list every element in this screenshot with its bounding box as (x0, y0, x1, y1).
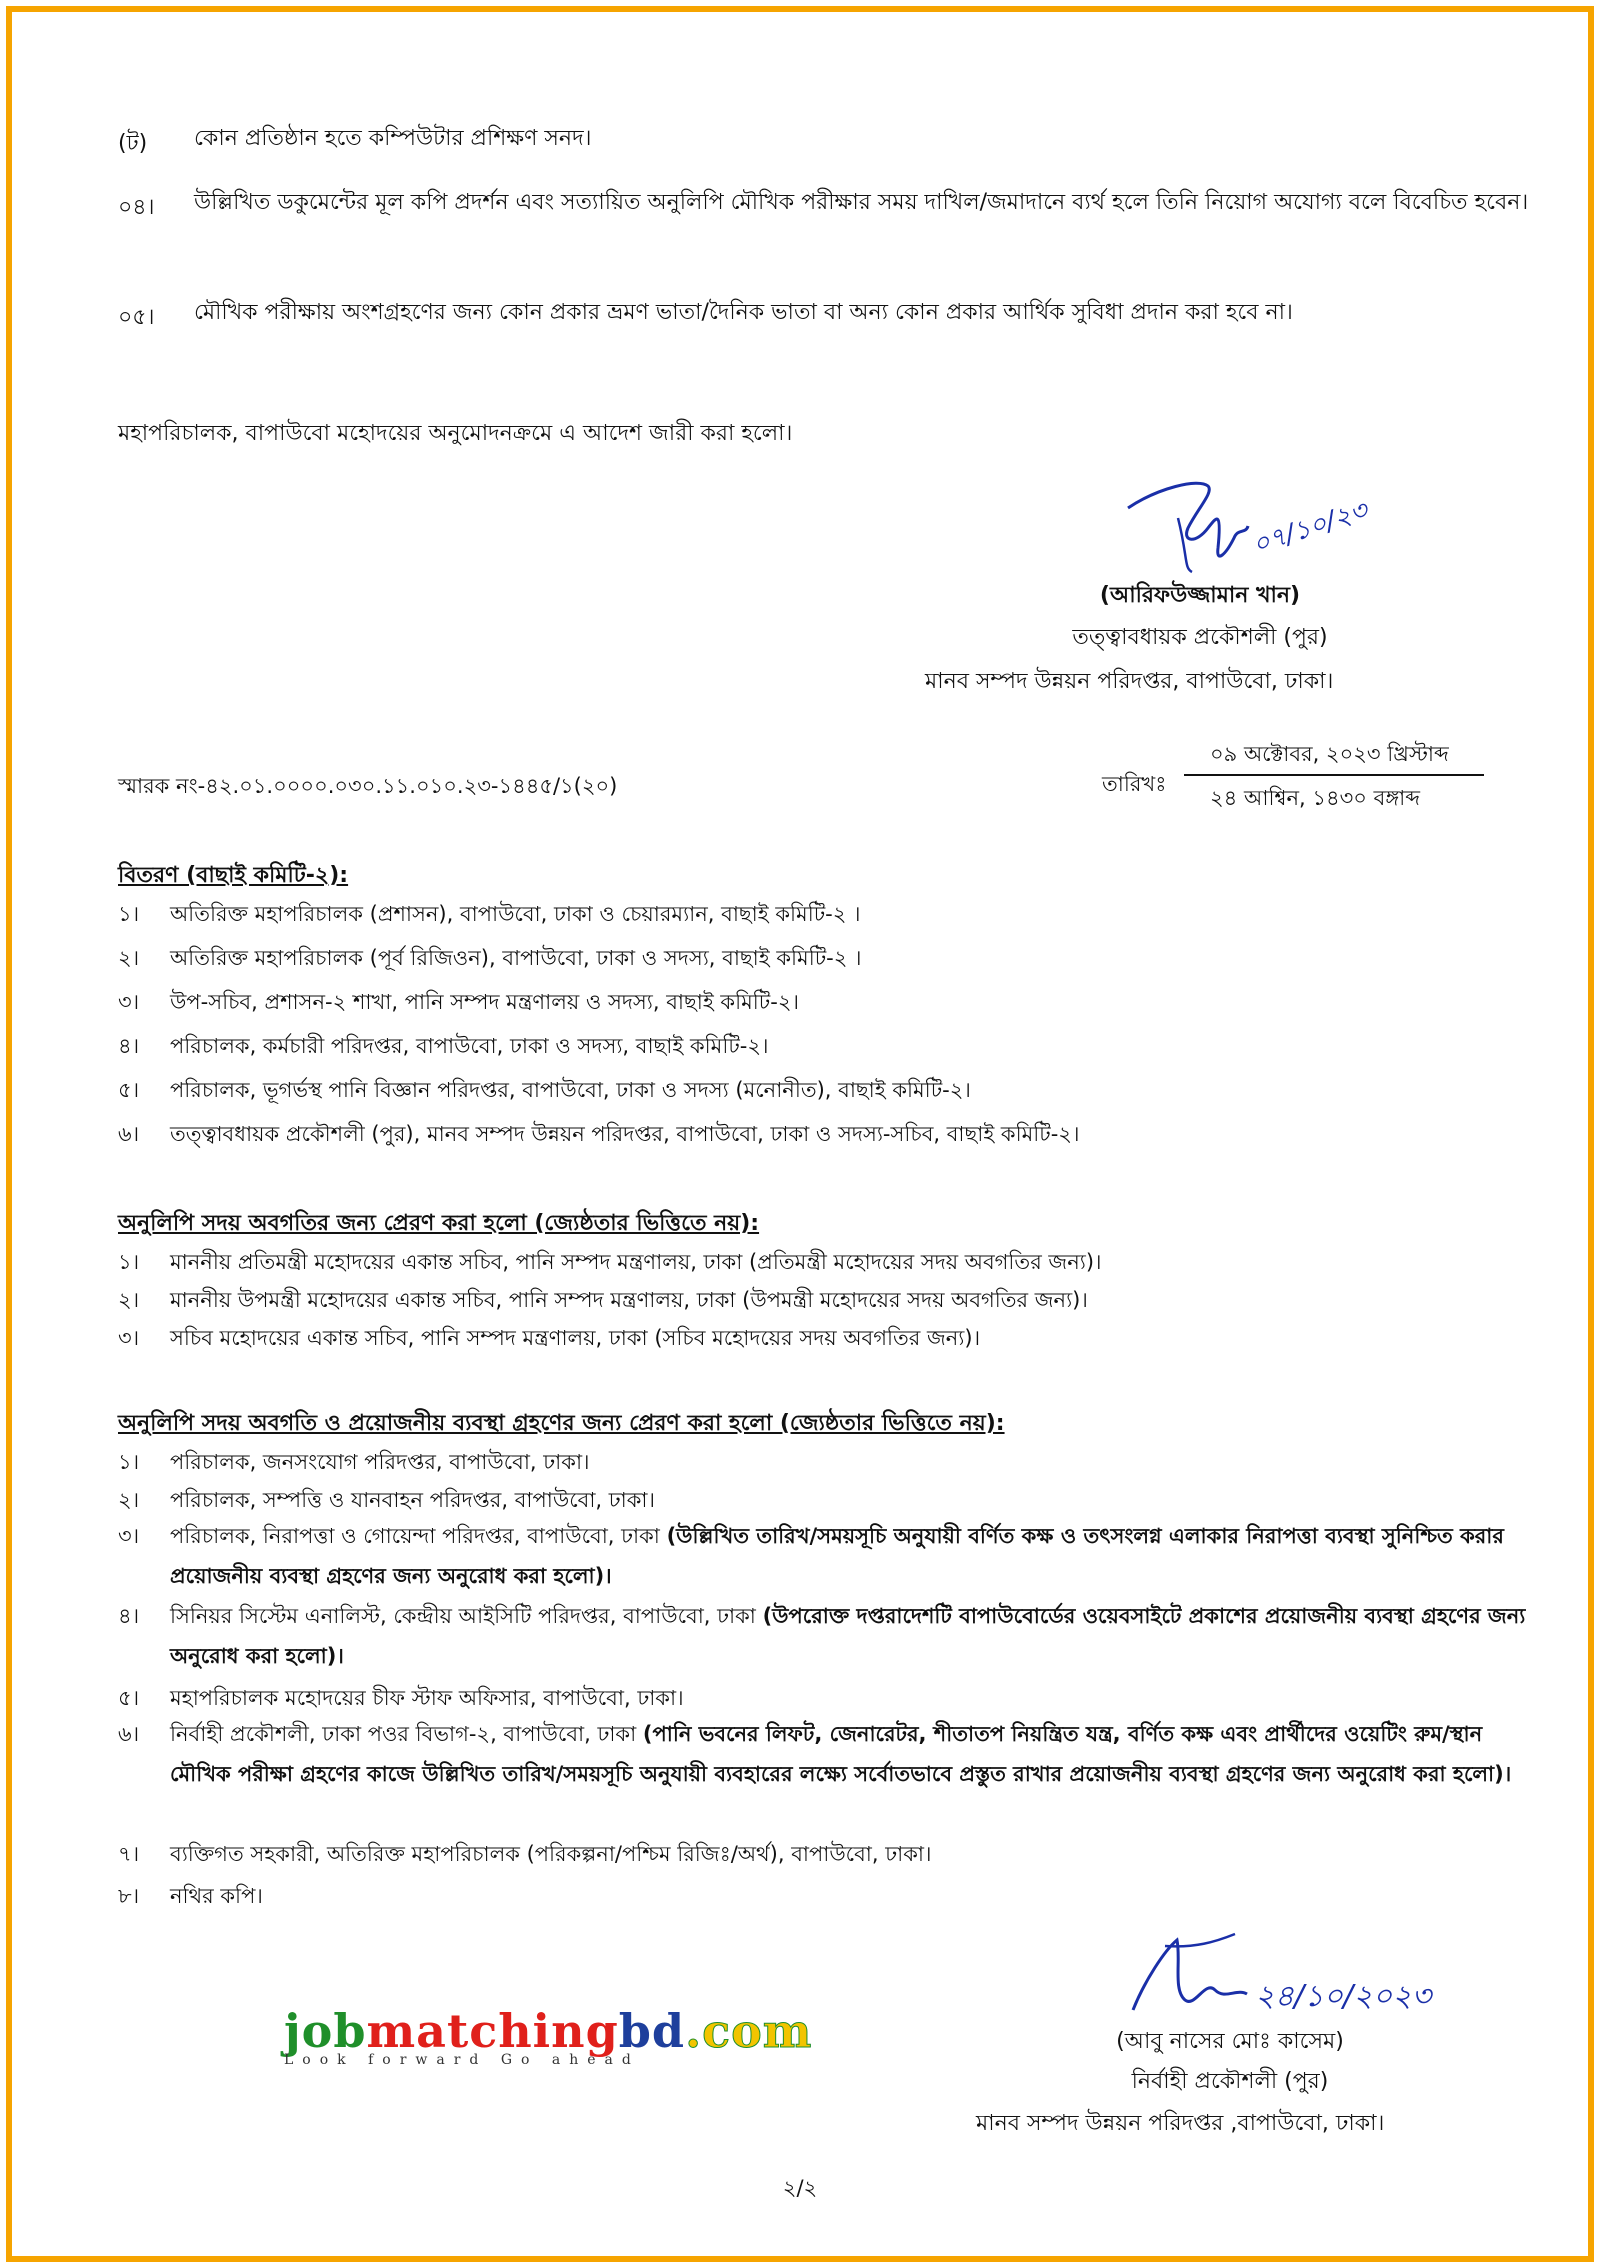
page-number: ২/২ (782, 2176, 818, 2200)
list-item: ৩। পরিচালক, নিরাপত্তা ও গোয়েন্দা পরিদপ্তর, বাপাউবো, ঢাকা (উল্লিখিত তারিখ/সময়সূচি অনুযায়ী বর্ণিত কক্ষ ও তৎসংলগ্ন এলাকার নিরাপত্তা ব্যবস্থা সুনিশ্চিত করার প্রয়োজনীয় ব্যবস্থা গ্রহণের জন্য অনুরোধ করা হলো)। (118, 1524, 1504, 1588)
para-5-text: মৌখিক পরীক্ষায় অংশগ্রহণের জন্য কোন প্রকার ভ্রমণ ভাতা/দৈনিক ভাতা বা অন্য কোন প্রকার আর্থিক সুবিধা প্রদান করা হবে না। (194, 300, 1293, 325)
para-4-number: ০৪। (118, 195, 155, 220)
signature-1-date: ০৭/১০/২৩ (1248, 495, 1372, 561)
para-t-number: (ট) (118, 131, 148, 156)
copy-1-heading: অনুলিপি সদয় অবগতির জন্য প্রেরণ করা হলো (জ্যেষ্ঠতার ভিত্তিতে নয়): (118, 1211, 760, 1236)
signer-1-designation: তত্ত্বাবধায়ক প্রকৌশলী (পুর) (1072, 625, 1328, 650)
list-item: ৪। সিনিয়র সিস্টেম এনালিস্ট, কেন্দ্রীয় আইসিটি পরিদপ্তর, বাপাউবো, ঢাকা (উপরোক্ত দপ্তরাদেশটি বাপাউবোর্ডের ওয়েবসাইটে প্রকাশের প্রয়োজনীয় ব্যবস্থা গ্রহণের জন্য অনুরোধ করা হলো)। (118, 1604, 1526, 1668)
memo-date-bangla: ২৪ আশ্বিন, ১৪৩০ বঙ্গাব্দ (1210, 786, 1421, 810)
para-5-number: ০৫। (118, 305, 155, 330)
watermark-logo (284, 2004, 812, 2068)
para-t-text: কোন প্রতিষ্ঠান হতে কম্পিউটার প্রশিক্ষণ সনদ। (194, 126, 592, 151)
signer-2-name: (আবু নাসের মোঃ কাসেম) (1116, 2029, 1344, 2054)
memo-date-label: তারিখঃ (1102, 772, 1167, 796)
para-4-text: উল্লিখিত ডকুমেন্টের মূল কপি প্রদর্শন এবং সত্যায়িত অনুলিপি মৌখিক পরীক্ষার সময় দাখিল/জমাদানে ব্যর্থ হলে তিনি নিয়োগ অযোগ্য বলে বিবেচিত হবেন। (194, 190, 1529, 215)
signature-2 (1125, 1920, 1485, 2030)
memo-date-english: ০৯ অক্টোবর, ২০২৩ খ্রিস্টাব্দ (1210, 742, 1449, 766)
signature-2-date: ২৪/১০/২০২৩ (1255, 1979, 1432, 2014)
memo-date-divider (1184, 774, 1484, 776)
watermark-tagline: Look forward Go ahead (284, 2052, 640, 2068)
signer-1-office: মানব সম্পদ উন্নয়ন পরিদপ্তর, বাপাউবো, ঢাকা। (925, 669, 1334, 694)
signer-2-office: মানব সম্পদ উন্নয়ন পরিদপ্তর ,বাপাউবো, ঢাকা। (976, 2111, 1385, 2136)
signer-2-designation: নির্বাহী প্রকৌশলী (পুর) (1131, 2069, 1329, 2094)
memo-number: স্মারক নং-৪২.০১.০০০০.০৩০.১১.০১০.২৩-১৪৪৫/১(২০) (118, 774, 618, 798)
list-item: ৬। নির্বাহী প্রকৌশলী, ঢাকা পওর বিভাগ-২, বাপাউবো, ঢাকা (পানি ভবনের লিফট, জেনারেটর, শীতাতপ নিয়ন্ত্রিত যন্ত্র, বর্ণিত কক্ষ এবং প্রার্থীদের ওয়েটিং রুম/স্থান মৌখিক পরীক্ষা গ্রহণের কাজে উল্লিখিত তারিখ/সময়সূচি অনুযায়ী ব্যবহারের লক্ষ্যে সর্বোতভাবে প্রস্তুত রাখার প্রয়োজনীয় ব্যবস্থা গ্রহণের জন্য অনুরোধ করা হলো)। (118, 1722, 1512, 1786)
distribution-heading: বিতরণ (বাছাই কমিটি-২): (118, 863, 349, 888)
watermark-wordmark: jobmatchingbd.com (284, 2004, 813, 2058)
approval-line: মহাপরিচালক, বাপাউবো মহোদয়ের অনুমোদনক্রমে এ আদেশ জারী করা হলো। (118, 421, 793, 446)
copy-2-heading: অনুলিপি সদয় অবগতি ও প্রয়োজনীয় ব্যবস্থা গ্রহণের জন্য প্রেরণ করা হলো (জ্যেষ্ঠতার ভিত্তিতে নয়): (118, 1411, 1005, 1436)
signer-1-name: (আরিফউজ্জামান খান) (1099, 583, 1301, 608)
signature-1 (1118, 468, 1372, 578)
